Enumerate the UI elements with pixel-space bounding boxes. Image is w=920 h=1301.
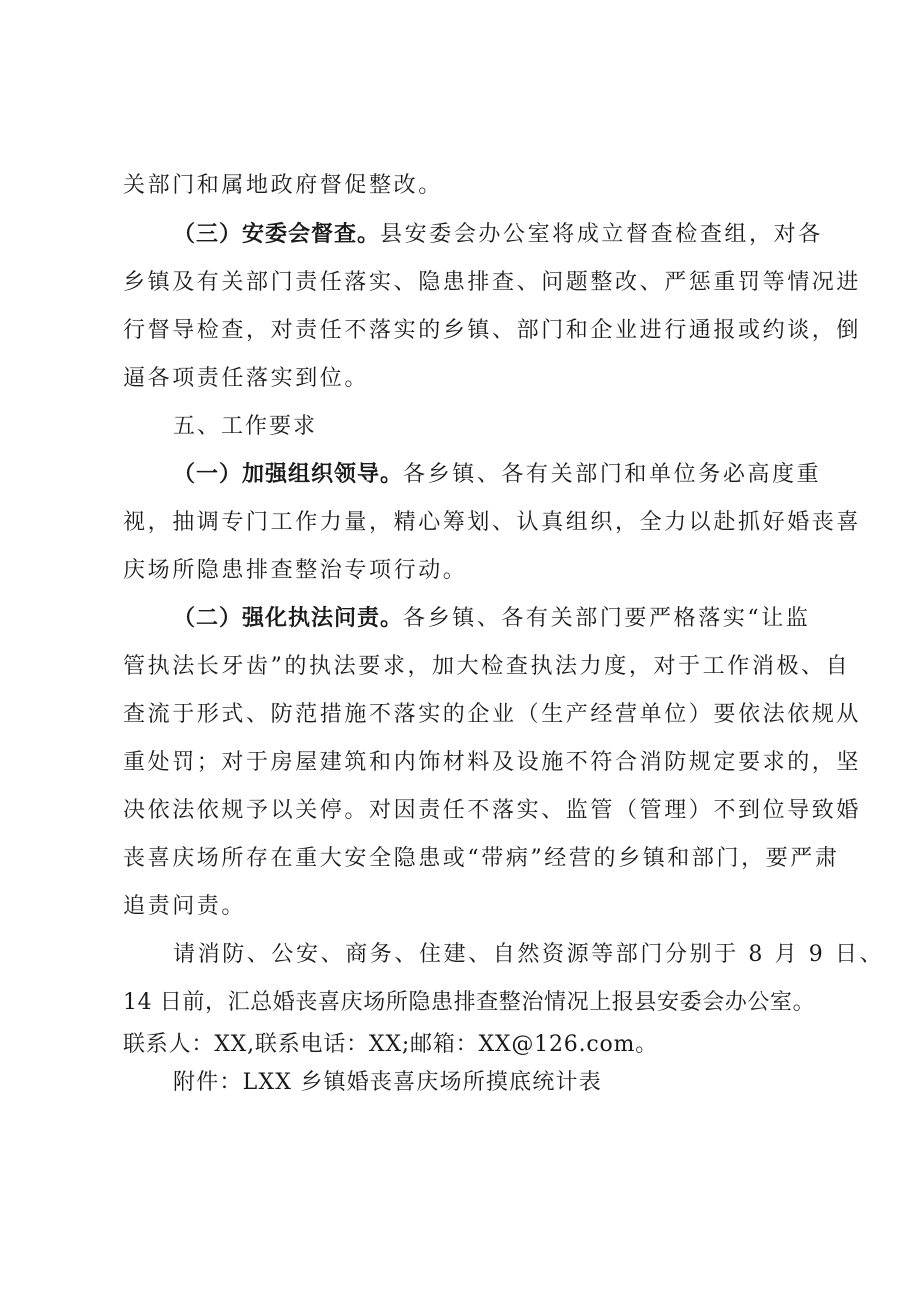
request-line: 请消防、公安、商务、住建、自然资源等部门分别于 8 月 9 日、: [173, 942, 885, 967]
paragraph-line: 行督导检查，对责任不落实的乡镇、部门和企业进行通报或约谈，倒: [123, 318, 862, 343]
paragraph-line: 决依法依规予以关停。对因责任不落实、监管（管理）不到位导致婚: [123, 798, 862, 823]
item-1-line: [173, 460, 873, 490]
section-heading: 五、工作要求: [173, 414, 318, 439]
paragraph-line: 重处罚；对于房屋建筑和内饰材料及设施不符合消防规定要求的，坚: [123, 750, 862, 775]
section-3-text: 县安委会办公室将成立督查检查组，对各: [380, 222, 823, 247]
item-2-line: [173, 604, 873, 634]
attachment-line: 附件：LXX 乡镇婚丧喜庆场所摸底统计表: [173, 1070, 602, 1095]
paragraph-line: 关部门和属地政府督促整改。: [123, 173, 443, 198]
section-3-title: （三）安委会督查。: [173, 222, 381, 247]
section-3-line: [173, 220, 873, 250]
paragraph-line: 丧喜庆场所存在重大安全隐患或“带病”经营的乡镇和部门，要严肃: [123, 846, 840, 871]
paragraph-line: 追责问责。: [123, 894, 247, 919]
item-2-text: 各乡镇、各有关部门要严格落实“让监: [403, 606, 811, 631]
paragraph-line: 查流于形式、防范措施不落实的企业（生产经营单位）要依法依规从: [123, 702, 862, 727]
contact-line: 联系人：XX,联系电话：XX;邮箱：XX@126.com。: [123, 1032, 658, 1057]
item-1-text: 各乡镇、各有关部门和单位务必高度重: [403, 462, 822, 487]
paragraph-line: 乡镇及有关部门责任落实、隐患排查、问题整改、严惩重罚等情况进: [123, 270, 862, 295]
request-line: 14 日前，汇总婚丧喜庆场所隐患排查整治情况上报县安委会办公室。: [123, 990, 816, 1015]
paragraph-line: 逼各项责任落实到位。: [123, 366, 370, 391]
paragraph-line: 庆场所隐患排查整治专项行动。: [123, 558, 468, 583]
paragraph-line: 视，抽调专门工作力量，精心筹划、认真组织，全力以赴抓好婚丧喜: [123, 510, 862, 535]
item-1-title: （一）加强组织领导。: [173, 462, 404, 487]
paragraph-line: 管执法长牙齿”的执法要求，加大检查执法力度，对于工作消极、自: [123, 654, 851, 679]
item-2-title: （二）强化执法问责。: [173, 606, 404, 631]
